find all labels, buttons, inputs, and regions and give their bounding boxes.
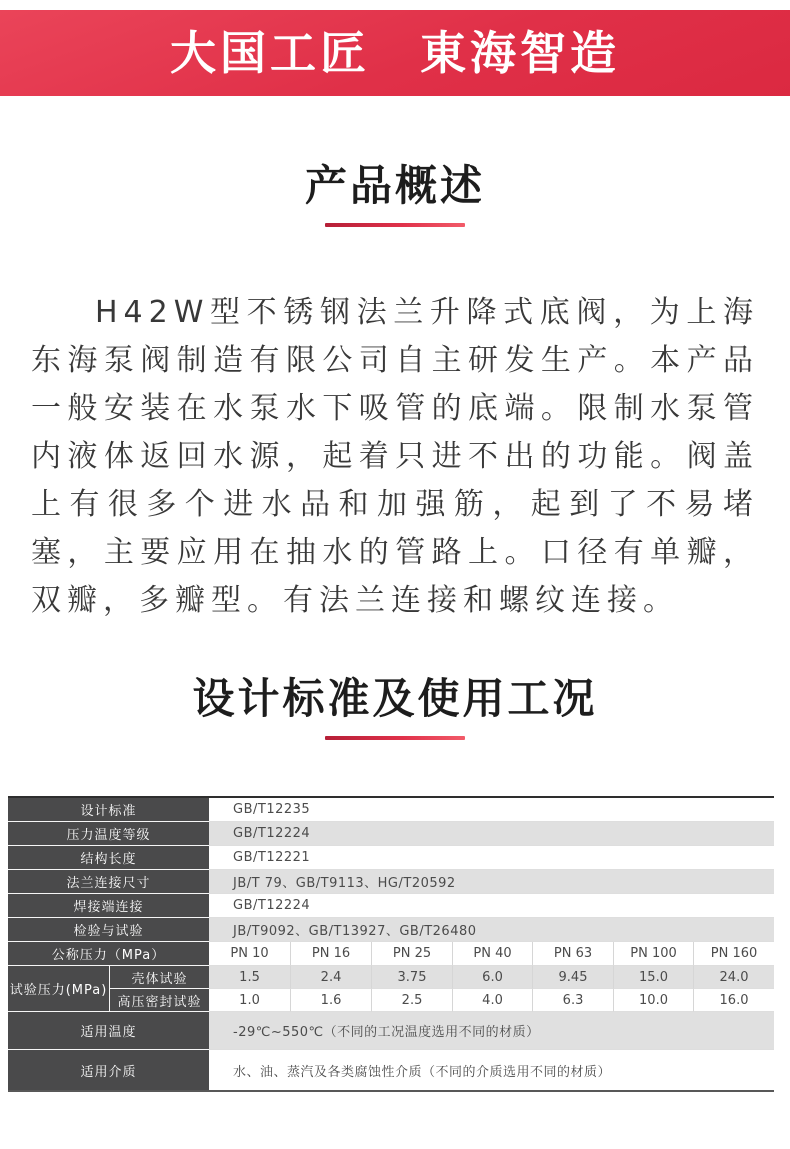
table-row — [8, 846, 774, 870]
spec-label: 检验与试验 — [8, 918, 209, 942]
pressure-value: 15.0 — [613, 966, 693, 989]
spec-label: 压力温度等级 — [8, 822, 209, 846]
table-row-shell-test — [8, 966, 774, 989]
pressure-value: 6.3 — [532, 989, 613, 1012]
pressure-value: 2.5 — [371, 989, 452, 1012]
spec-sub-label: 壳体试验 — [110, 966, 209, 989]
pressure-value: 1.5 — [209, 966, 290, 989]
spec-value: JB/T 79、GB/T9113、HG/T20592 — [209, 870, 774, 894]
table-row-seal-test — [8, 989, 774, 1012]
spec-value: GB/T12235 — [209, 798, 774, 822]
table-row — [8, 1012, 774, 1050]
table-row — [8, 918, 774, 942]
spec-value: -29℃~550℃（不同的工况温度选用不同的材质） — [209, 1012, 774, 1050]
pressure-value: 9.45 — [532, 966, 613, 989]
spec-label: 结构长度 — [8, 846, 209, 870]
pn-column-header: PN 25 — [371, 942, 452, 966]
table-row — [8, 822, 774, 846]
product-overview-paragraph: H42W型不锈钢法兰升降式底阀，为上海东海泵阀制造有限公司自主研发生产。本产品一般安装在水泵水下吸管的底端。限制水泵管内液体返回水源，起着只进不出的功能。阀盖上有很多个进水品和加强筋，起到了不易堵塞，主要应用在抽水的管路上。口径有单瓣，双瓣，多瓣型。有法兰连接和螺纹连接。 — [31, 295, 759, 618]
spec-label: 公称压力（MPa） — [8, 942, 209, 966]
spec-label: 适用温度 — [8, 1012, 209, 1050]
spec-sub-label: 高压密封试验 — [110, 989, 209, 1012]
brand-banner-title: 大国工匠 東海智造 — [170, 26, 620, 80]
specs-title-underline — [325, 736, 465, 740]
table-row — [8, 798, 774, 822]
spec-label: 焊接端连接 — [8, 894, 209, 918]
pn-column-header: PN 40 — [452, 942, 532, 966]
pressure-value: 3.75 — [371, 966, 452, 989]
spec-value: GB/T12224 — [209, 894, 774, 918]
spec-label: 法兰连接尺寸 — [8, 870, 209, 894]
pressure-value: 10.0 — [613, 989, 693, 1012]
spec-label: 设计标准 — [8, 798, 209, 822]
spec-value: 水、油、蒸汽及各类腐蚀性介质（不同的介质选用不同的材质） — [209, 1050, 774, 1090]
pressure-value: 1.0 — [209, 989, 290, 1012]
spec-value: JB/T9092、GB/T13927、GB/T26480 — [209, 918, 774, 942]
overview-title-underline — [325, 223, 465, 227]
pn-column-header: PN 100 — [613, 942, 693, 966]
pn-column-header: PN 63 — [532, 942, 613, 966]
spec-label: 适用介质 — [8, 1050, 209, 1090]
spec-value: GB/T12224 — [209, 822, 774, 846]
spec-table-container — [8, 796, 790, 1092]
pressure-value: 1.6 — [290, 989, 371, 1012]
pn-column-header: PN 16 — [290, 942, 371, 966]
pressure-value: 16.0 — [693, 989, 774, 1012]
brand-banner — [0, 10, 790, 96]
specs-section-title: 设计标准及使用工况 — [192, 674, 598, 723]
pn-column-header: PN 10 — [209, 942, 290, 966]
pn-column-header: PN 160 — [693, 942, 774, 966]
table-row — [8, 1050, 774, 1090]
pressure-value: 4.0 — [452, 989, 532, 1012]
spec-table — [8, 796, 774, 1092]
pressure-value: 2.4 — [290, 966, 371, 989]
table-row — [8, 894, 774, 918]
overview-section-title: 产品概述 — [304, 161, 485, 210]
table-row — [8, 870, 774, 894]
pressure-value: 6.0 — [452, 966, 532, 989]
table-row-pn-header — [8, 942, 774, 966]
pressure-value: 24.0 — [693, 966, 774, 989]
spec-group-label: 试验压力(MPa) — [8, 966, 110, 1012]
spec-value: GB/T12221 — [209, 846, 774, 870]
